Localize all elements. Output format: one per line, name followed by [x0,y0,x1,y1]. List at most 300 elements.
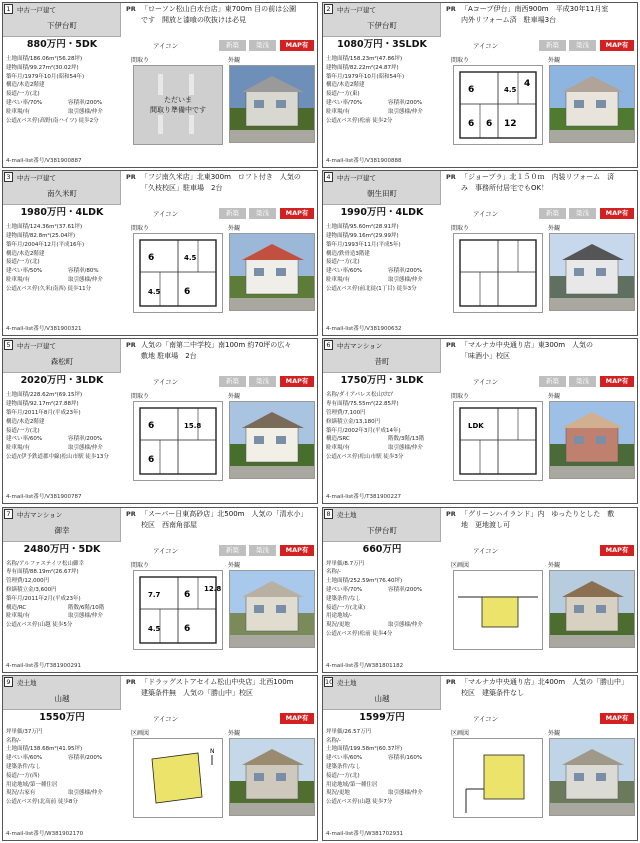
map-button[interactable]: MAP有 [600,40,634,51]
spec-row: 坪単価/8.7万円 [326,560,365,567]
spec-row: 築年月/2011年8月(平成23年) [6,409,81,416]
spec-row: 接道/一方(西) [6,772,40,779]
spec-item: 容積率/200% [388,268,423,275]
spec-row: 公道/(バス停)松前 徒歩4分 [326,630,393,637]
listing-ref-number: 4-mail-list番号/V381900888 [326,158,402,164]
exterior-photo-drawing [230,571,315,648]
floorplan-drawing [454,66,542,144]
exterior-label: 外観 [548,225,561,233]
spec-row: 管理費/7,100円 [326,409,366,416]
spec-row: 接道/一方(北) [326,772,360,779]
listing-card[interactable] [2,338,318,504]
pr-comment-line: 「Aコープ伊台」南西900m 平成30年11月室 [461,5,609,13]
exterior-photo[interactable] [549,65,635,143]
floorplan-image[interactable] [453,233,543,313]
spec-row [326,99,450,108]
floorplan-label: 間取り [131,561,150,569]
spec-item: 駐車場/有 [6,445,30,452]
room-size-label: 12 [504,119,517,129]
price: 880万円・5DK [26,39,98,50]
listing-number: 8 [324,509,333,519]
exterior-label: 外観 [548,729,561,737]
spec-row: 建物面積/99.27m²(30.02坪) [6,64,79,71]
pr-comment-line: 敷地 駐車場 2台 [141,352,197,361]
spec-item: 駐車場/有 [6,613,30,620]
price: 2480万円・5DK [23,543,101,555]
pr-comment-line: 「ジョープラ」北１５０ｍ 内装リフォーム 済 [461,173,615,182]
exterior-photo-drawing [230,66,315,143]
price: 1550万円 [39,711,85,723]
floorplan-label: 間取り [131,225,150,233]
map-button[interactable]: MAP有 [600,208,634,219]
pr-comment [141,4,315,28]
icon-label: アイコン [473,714,499,723]
spec-row: 専有面積/88.19m²(26.67坪) [6,569,79,576]
spec-row [326,276,450,285]
pr-comment-line: み 事務所付居宅でもOK！ [461,184,549,193]
pr-comment-line: 「スーパー日東高砂店」北500m 人気の「清水小」 [141,509,308,518]
floorplan-image[interactable] [133,738,223,818]
spec-row: 建築条件/なし [326,595,361,602]
pr-comment-line: 「グリーンハイランド」内 ゆったりとした 敷 [461,509,615,518]
icon-label: アイコン [153,714,179,723]
spec-row: 公道/(バス停)前北徒(1丁目) 徒歩3分 [326,285,417,292]
pr-label: PR [126,341,136,350]
pr-comment [461,4,635,28]
spec-row [6,108,130,117]
pr-comment [461,340,635,364]
spec-row: 名称/- [6,737,21,744]
room-size-label: LDK [468,422,484,431]
pr-comment-line: 地 更地渡し可 [461,520,510,529]
listing-number: 9 [4,677,13,687]
spec-list [6,391,130,461]
exterior-photo[interactable] [229,233,315,311]
spec-row: 土地面積/95.60m²(28.91坪) [326,224,399,231]
floorplan-drawing [454,234,542,312]
icon-label: アイコン [473,378,499,387]
pr-label: PR [446,677,456,686]
property-type: 売土地 [337,510,357,519]
spec-item: 駐車場/有 [6,276,30,283]
spec-row: 公道/(バス停)久米(南西) 徒歩11分 [6,285,92,292]
area-name: 御幸 [54,525,70,535]
listing-header [323,3,441,37]
spec-row [6,276,130,285]
pr-comment-line: 「マルナカ中央通り店」東300m 人気の [461,341,594,350]
price: 660万円 [362,543,402,555]
exterior-label: 外観 [228,561,241,569]
price: 2020万円・3LDK [20,375,104,387]
compass-icon: N [210,747,215,755]
floorplan-label: 区画図 [131,729,150,737]
map-button[interactable]: MAP有 [600,545,634,556]
listing-card[interactable] [322,675,638,841]
spec-row: 管理費/12,000円 [6,578,50,585]
listing-card[interactable] [2,507,318,673]
floorplan-label: 間取り [131,393,150,401]
exterior-photo-drawing [550,234,635,311]
spec-row: 築年月/1993年11月(平成5年) [326,241,401,248]
floorplan-image[interactable] [133,401,223,481]
spec-item: 構造/RC [6,604,27,611]
plot-shape [484,755,524,799]
icon-label: アイコン [153,42,179,50]
map-button[interactable]: MAP有 [280,713,314,724]
room-size-label: 4.5 [504,86,517,94]
listing-header [323,171,441,205]
spec-list [326,560,450,639]
spec-row: 接道/一方(東) [326,91,360,98]
pr-label: PR [126,677,136,686]
floorplan-drawing [454,402,542,480]
spec-item: 取引態様/仲介 [68,108,103,115]
spec-list [6,55,130,125]
floorplan-drawing [134,234,222,312]
room-size-label: 6 [184,287,191,298]
new-build-tag: 新築 [219,545,246,556]
spec-row [326,108,450,117]
map-button[interactable]: MAP有 [600,713,634,724]
new-build-tag: 新築 [539,208,566,219]
area-name: 下伊台町 [47,21,77,30]
recent-build-tag: 築浅 [249,545,276,556]
spec-item: 取引態様/仲介 [68,613,103,620]
area-name: 南久米町 [47,189,77,199]
pr-comment [141,340,315,364]
listing-card[interactable] [2,170,318,336]
listing-grid [2,2,638,841]
price: 1990万円・4LDK [340,207,424,219]
exterior-label: 外観 [228,57,241,64]
price: 1750万円・3LDK [340,375,424,387]
pr-label: PR [446,5,456,13]
pr-comment-line: 「久枝校区」駐車場 2台 [141,184,223,193]
area-name: 下伊台町 [367,525,397,535]
floorplan-drawing [134,571,222,649]
spec-item: 取引態様/仲介 [388,790,423,797]
map-button[interactable]: MAP有 [280,376,314,387]
listing-number: 5 [4,340,13,350]
room-size-label: 6 [148,421,155,432]
exterior-photo[interactable] [549,401,635,479]
area-name: 森松町 [50,357,74,367]
floorplan-label: 間取り [451,57,470,64]
pr-comment-line: です 開放と漆喰の吹抜けは必見 [141,16,246,24]
spec-item: 駐車場/有 [326,108,350,115]
spec-list [326,391,450,461]
map-button[interactable]: MAP有 [280,545,314,556]
spec-item: 建ぺい率/60% [6,755,43,762]
spec-list [326,55,450,125]
room-size-label: 7.7 [148,590,161,599]
spec-row: 構造/木造2階建 [6,250,45,257]
listing-header [3,508,121,542]
spec-row: 坪単価/26.57万円 [326,728,372,735]
spec-row: 名称/アルファステイツ松山御幸 [6,560,85,567]
exterior-label: 外観 [548,561,561,569]
icon-label: アイコン [473,546,499,555]
property-type: 売土地 [17,678,37,687]
listing-header [3,676,121,710]
spec-item: 駐車場/有 [6,108,30,115]
listing-number: 1 [4,4,13,14]
spec-row: 築年月/2011年2月(平成23年) [6,595,81,602]
recent-build-tag: 築浅 [569,208,596,219]
spec-row: 公道/(バス停)高野(南ハイツ) 徒歩2分 [6,117,99,124]
spec-item: 構造/SRC [326,436,350,443]
listing-number: 7 [4,509,13,519]
spec-row: 土地面積/252.59m²(76.40坪) [326,578,403,585]
spec-row [326,789,450,798]
spec-row: 公道/(バス停)山越 徒歩7分 [326,799,393,806]
exterior-photo[interactable] [229,738,315,816]
spec-item: 取引態様/仲介 [68,790,103,797]
listing-header [323,508,441,542]
spec-row [326,586,450,595]
area-name: 山越 [54,693,70,703]
pr-comment-line: 建築条件無 人気の「勝山中」校区 [141,688,253,697]
spec-item: 駐車場/有 [326,445,350,452]
price: 1599万円 [359,711,405,723]
spec-item: 現況/更地 [326,622,350,629]
spec-row: 構造/鉄骨造3階建 [326,250,370,257]
spec-item: 取引態様/仲介 [388,445,423,452]
spec-row: 名称/ダイアパレス松山ｽｸｴｱ [326,392,393,399]
exterior-photo-drawing [550,571,635,648]
pr-label: PR [126,509,136,518]
pr-comment-line: 「ローソン松山白水台店」東700m 目の前は公園 [141,5,297,13]
listing-card[interactable] [322,338,638,504]
pr-label: PR [446,509,456,518]
spec-row [326,444,450,453]
room-size-label: 15.8 [184,422,202,431]
spec-item: 階数/3階/13階 [388,436,425,443]
spec-row: 土地面積/186.06m²(56.28坪) [6,56,83,62]
exterior-photo[interactable] [549,233,635,311]
exterior-photo-drawing [230,739,315,816]
exterior-photo-drawing [550,402,635,479]
area-name: 山越 [374,693,390,703]
spec-row [6,267,130,276]
spec-item: 取引態様/仲介 [388,622,423,629]
new-build-tag: 新築 [219,40,246,51]
icon-label: アイコン [473,42,499,50]
spec-item: 現況/更地 [326,790,350,797]
spec-row [6,99,130,108]
spec-item: 容積率/200% [68,755,103,762]
spec-row [6,754,130,763]
listing-ref-number: 4-mail-list番号/W381702931 [326,830,404,837]
floorplan-drawing [454,739,542,817]
exterior-photo[interactable] [229,401,315,479]
floorplan-label: 間取り [451,225,470,233]
exterior-label: 外観 [228,393,241,401]
floorplan-image[interactable] [453,65,543,145]
listing-card[interactable] [322,507,638,673]
plot-shape [482,597,518,627]
pr-label: PR [126,5,136,13]
spec-row [6,444,130,453]
spec-row: 建物面積/99.16m²(29.99坪) [326,232,399,239]
spec-row: 建築条件/なし [6,763,41,770]
exterior-label: 外観 [228,729,241,737]
listing-ref-number: 4-mail-list番号/T381900227 [326,494,402,501]
spec-row: 接道/一方(北) [6,91,40,98]
listing-card[interactable] [2,2,318,168]
floorplan-image[interactable] [453,401,543,481]
spec-list [326,223,450,293]
listing-header [323,339,441,373]
property-type: 中古マンション [17,510,63,519]
price: 1980万円・4LDK [20,207,104,219]
pr-comment [461,509,635,533]
spec-item: 階数/6階/10階 [68,604,105,611]
room-size-label: 12.8 [204,584,222,593]
spec-item: 建ぺい率/70% [326,99,363,106]
floorplan-image[interactable] [133,233,223,313]
listing-number: 4 [324,172,333,182]
property-type: 中古一戸建て [337,6,376,14]
spec-row [6,612,130,621]
listing-number: 10 [325,677,334,686]
spec-row [6,435,130,444]
new-build-tag: 新築 [219,376,246,387]
spec-row: 専有面積/75.55m²(22.85坪) [326,401,399,408]
spec-item: 容積率/200% [388,586,423,593]
pr-comment [461,172,635,196]
exterior-label: 外観 [548,393,561,401]
pr-comment-line: 校区 建築条件なし [461,688,524,697]
listing-header [323,676,441,710]
no-image-placeholder [134,66,222,144]
spec-item: 駐車場/有 [326,276,350,283]
spec-item: 容積率/200% [388,99,423,106]
room-size-label: 6 [148,253,155,264]
spec-item: 建ぺい率/70% [6,99,43,106]
map-button[interactable]: MAP有 [280,208,314,219]
spec-row: 用途地域/第一種住居 [326,781,378,788]
spec-item: 取引態様/仲介 [68,276,103,283]
price: 1080万円・3SLDK [337,39,427,50]
spec-row: 公道/(バス停)松山市駅 徒歩3分 [326,453,404,460]
spec-row: 建築条件/なし [326,763,361,770]
spec-row: 土地面積/199.58m²(60.37坪) [326,746,403,753]
spec-row: 接道/一方(北) [6,427,40,434]
spec-item: 現況/古家有 [6,790,36,797]
listing-header [3,3,121,37]
spec-item: 容積率/80% [68,268,99,275]
recent-build-tag: 築浅 [569,40,596,51]
map-button[interactable]: MAP有 [280,40,314,51]
listing-card[interactable] [322,2,638,168]
listing-ref-number: 4-mail-list番号/V381900887 [6,158,82,164]
property-type: 売土地 [337,678,357,687]
spec-list [6,560,130,630]
floorplan-image[interactable] [133,65,223,145]
spec-row: 接道/一方(北東) [326,604,366,611]
room-size-label: 4.5 [148,624,161,633]
spec-row: 公道/(バス停)松前 徒歩2分 [326,117,393,124]
spec-row: 坪単価/37万円 [6,728,43,735]
listing-number: 6 [324,340,333,350]
spec-item: 建ぺい率/60% [326,268,363,275]
spec-row: 名称/- [326,737,341,744]
spec-row: 修繕積立金/3,600円 [6,586,57,593]
spec-row: 接道/一方(北) [326,259,360,266]
room-size-label: 6 [468,85,475,95]
spec-row [326,621,450,630]
exterior-photo-drawing [550,739,635,816]
spec-item: 容積率/160% [388,755,423,762]
spec-row: 公道/(バス停)北高前 徒歩8分 [6,799,78,806]
recent-build-tag: 築浅 [249,208,276,219]
floorplan-image[interactable] [453,570,543,650]
spec-item: 容積率/200% [68,99,103,106]
icon-label: アイコン [153,378,179,387]
listing-header [3,171,121,205]
spec-row [326,754,450,763]
spec-row: 建物面積/82.8m²(25.04坪) [6,232,76,239]
listing-ref-number: 4-mail-list番号/V381900321 [6,326,82,333]
pr-comment [141,677,315,701]
pr-comment-line: 「フジ南久米店」北東300m ロフト付き 人気の [141,173,301,182]
new-build-tag: 新築 [219,208,246,219]
spec-row: 公道/(伊予鉄道郡中線)松山市駅 徒歩13分 [6,453,109,460]
icon-label: アイコン [153,210,179,219]
area-name: 下伊台町 [367,21,397,30]
listing-ref-number: 4-mail-list番号/V381900632 [326,326,402,333]
property-type: 中古一戸建て [17,6,56,14]
listing-card[interactable] [2,675,318,841]
icon-label: アイコン [473,210,499,219]
spec-item: 建ぺい率/70% [326,586,363,593]
exterior-photo[interactable] [229,65,315,143]
room-size-label: 4 [524,79,531,89]
floorplan-label: 区画図 [451,561,470,569]
spec-row: 構造/木造2階建 [6,82,45,89]
spec-list [326,728,450,807]
room-size-label: 4.5 [184,254,197,263]
spec-row: 用途地域/- [326,613,352,620]
floorplan-image[interactable] [133,570,223,650]
spec-row: 築年月/1979年10月(昭和54年) [326,73,405,80]
room-size-label: 6 [486,119,493,129]
map-button[interactable]: MAP有 [600,376,634,387]
spec-row: 土地面積/158.23m²(47.86坪) [326,56,403,62]
exterior-photo[interactable] [549,570,635,648]
exterior-photo-drawing [230,402,315,479]
floorplan-label: 間取り [451,393,470,401]
icon-label: アイコン [153,546,179,555]
property-type: 中古一戸建て [17,174,56,183]
room-size-label: 6 [148,455,155,466]
new-build-tag: 新築 [539,40,566,51]
exterior-photo[interactable] [549,738,635,816]
spec-row: 接道/一方(北) [6,259,40,266]
spec-row: 築年月/1979年10月(昭和54年) [6,73,85,80]
listing-card[interactable] [322,170,638,336]
floorplan-image[interactable] [453,738,543,818]
property-type: 中古マンション [337,342,383,351]
floorplan-drawing [454,571,542,649]
recent-build-tag: 築浅 [569,376,596,387]
exterior-photo[interactable] [229,570,315,648]
spec-row: 構造/木造2階建 [6,418,45,425]
listing-number: 2 [324,4,333,14]
plot-shape [152,753,202,803]
exterior-photo-drawing [230,234,315,311]
